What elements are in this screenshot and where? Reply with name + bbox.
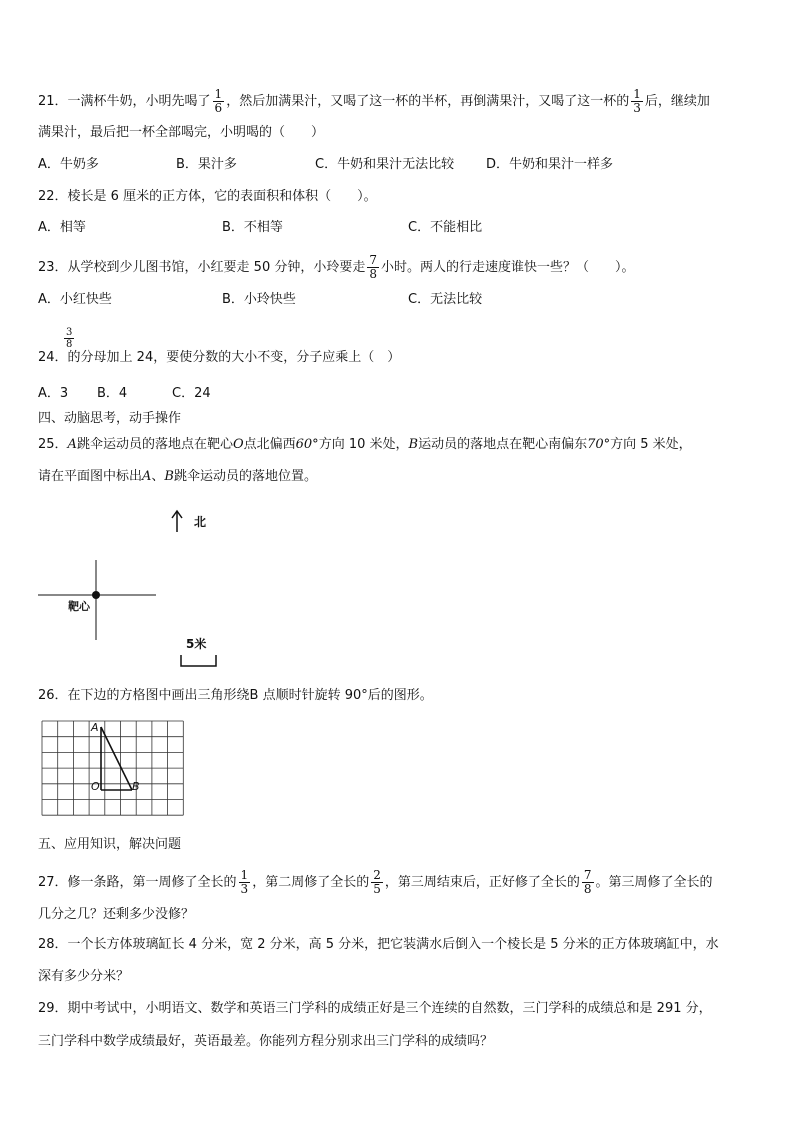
q24-fraction: $\frac{3}{8}$ — [66, 327, 73, 350]
q23-fraction: $\frac{7}{8}$ — [369, 253, 377, 281]
q28-line1: 28．一个长方体玻璃缸长 4 分米，宽 2 分米，高 5 分米，把它装满水后倒入一个棱长是 5 分米的正方体玻璃缸中，水 — [38, 937, 719, 952]
q22-option-c[interactable]: C．不能相比 — [408, 220, 483, 235]
q24-option-c[interactable]: C．24 — [172, 386, 211, 401]
q26-grid-diagram[interactable] — [38, 717, 198, 827]
q24-option-b[interactable]: B．4 — [97, 386, 128, 401]
scale-label: 5米 — [186, 637, 207, 651]
q25-line1: 25．A跳伞运动员的落地点在靶心O点北偏西60°方向 10 米处，B运动员的落地点在靶心南偏东70°方向 5 米处， — [38, 437, 692, 452]
target-center-label: 靶心 — [68, 600, 90, 613]
q21-fraction-1: $\frac{1}{6}$ — [214, 87, 223, 115]
section-5-heading: 五、应用知识，解决问题 — [38, 837, 182, 852]
section-4-heading: 四、动脑思考，动手操作 — [38, 411, 182, 426]
q23-question: 23．从学校到少儿图书馆，小红要走 50 分钟，小玲要走 $\frac{7}{8}$ 小时。两人的行走速度谁快一些？（ ）。 — [38, 253, 635, 281]
q22-option-b[interactable]: B．不相等 — [222, 220, 283, 235]
point-o-label: O — [91, 780, 100, 793]
q25-line2: 请在平面图中标出A、B跳伞运动员的落地位置。 — [38, 469, 317, 484]
q21-line2: 满果汁，最后把一杯全部喝完，小明喝的（ ） — [38, 125, 325, 140]
q21-option-c[interactable]: C．牛奶和果汁无法比较 — [315, 157, 455, 172]
q29-line1: 29．期中考试中，小明语文、数学和英语三门学科的成绩正好是三个连续的自然数，三门学科的成绩总和是 291 分， — [38, 1001, 712, 1016]
q21-line1: 21．一满杯牛奶，小明先喝了 $\frac{1}{6}$ ，然后加满果汁，又喝了这一杯的半杯，再倒满果汁，又喝了这一杯的 $\frac{1}{3}$ 后，继续加 — [38, 87, 710, 115]
north-label: 北 — [194, 515, 207, 529]
q24-option-a[interactable]: A．3 — [38, 386, 69, 401]
q21-fraction-2: $\frac{1}{3}$ — [633, 87, 641, 115]
grid-lines — [42, 721, 183, 815]
q22-option-a[interactable]: A．相等 — [38, 220, 86, 235]
q24-question: 24．的分母加上 24，要使分数的大小不变，分子应乘上（ ） — [38, 350, 401, 365]
q21-option-a[interactable]: A．牛奶多 — [38, 157, 99, 172]
q27-fraction-2: $\frac{2}{5}$ — [373, 868, 381, 896]
q27-fraction-3: $\frac{7}{8}$ — [583, 868, 592, 896]
q25-plane-diagram[interactable] — [0, 500, 260, 680]
scale-bar — [181, 655, 216, 666]
q23-option-c[interactable]: C．无法比较 — [408, 292, 483, 307]
q27-line1: 27．修一条路，第一周修了全长的 $\frac{1}{3}$ ，第二周修了全长的 $\frac{2}{5}$ ，第三周结束后，正好修了全长的 $\frac{7}{8}$ 。第三周修了全长的 — [38, 868, 713, 896]
q23-option-b[interactable]: B．小玲快些 — [222, 292, 296, 307]
q27-line2: 几分之几？还剩多少没修？ — [38, 907, 195, 922]
q21-option-b[interactable]: B．果汁多 — [176, 157, 237, 172]
point-b-label: B — [132, 780, 140, 793]
q22-question: 22．棱长是 6 厘米的正方体，它的表面积和体积（ ）。 — [38, 189, 377, 204]
q23-option-a[interactable]: A．小红快些 — [38, 292, 112, 307]
q26-question: 26．在下边的方格图中画出三角形绕B 点顺时针旋转 90°后的图形。 — [38, 688, 433, 703]
q28-line2: 深有多少分米？ — [38, 969, 130, 984]
point-a-label: A — [91, 721, 99, 734]
q27-fraction-1: $\frac{1}{3}$ — [240, 868, 249, 896]
q29-line2: 三门学科中数学成绩最好，英语最差。你能列方程分别求出三门学科的成绩吗？ — [38, 1034, 494, 1049]
q21-option-d[interactable]: D．牛奶和果汁一样多 — [486, 157, 614, 172]
target-center-dot — [92, 591, 100, 599]
